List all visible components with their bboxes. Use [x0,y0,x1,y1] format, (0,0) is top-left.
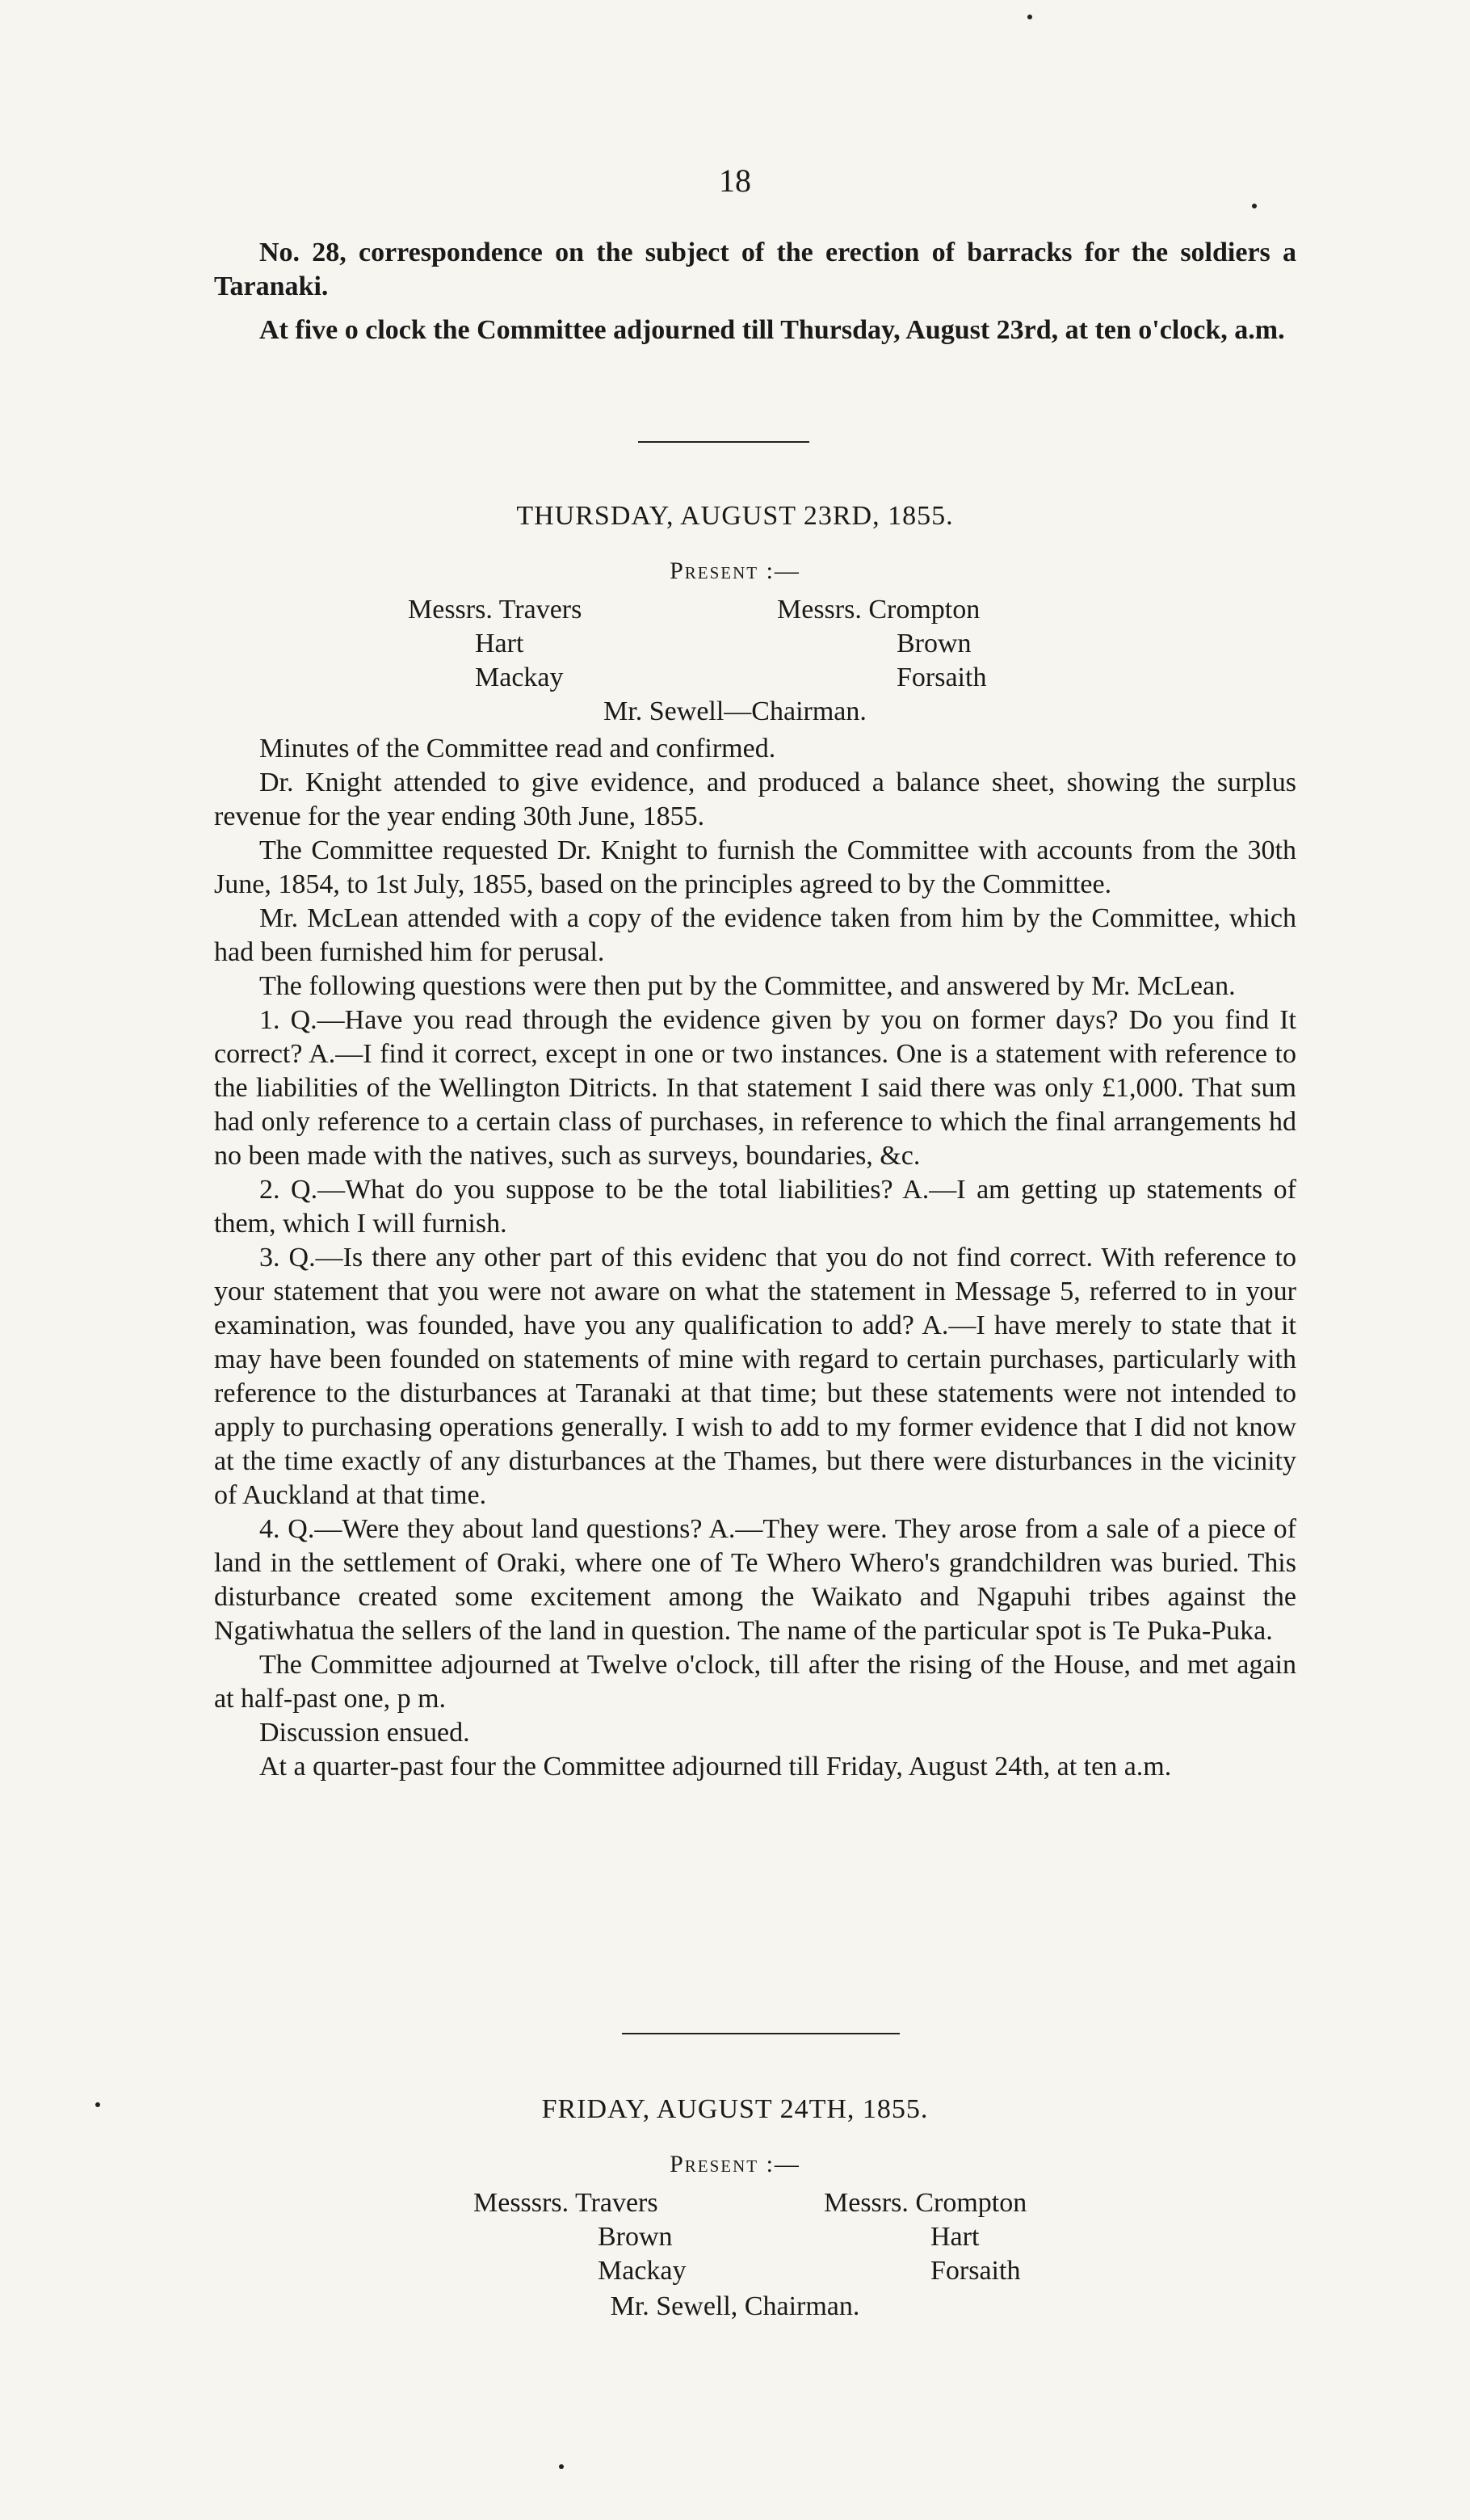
paragraph: Minutes of the Committee read and confirmed. [259,734,776,764]
member-name: Brown [598,2222,673,2252]
member-name: Forsaith [897,663,987,692]
member-name: Mackay [475,663,564,692]
paragraph: At a quarter-past four the Committee adjourned till Friday, August 24th, at ten a.m. [259,1752,1172,1782]
question-answer: 4. Q.—Were they about land questions? A.—They were. They arose from a sale of a piece of land in the settlement of Oraki, where one of Te Whero Whero's grandchildren was buried. This disturbance created some excitement among the Waikato and Ngapuhi tribes against the Ngatiwhatua the sellers of the land in question. The name of the particular spot is Te Puka-Puka. [214,1514,1296,1646]
member-name: Messrs. Travers [408,595,582,625]
friday-chairman: Mr. Sewell, Chairman. [610,2291,860,2321]
member-name: Mackay [598,2256,687,2286]
paragraph: The following questions were then put by the Committee, and answered by Mr. McLean. [259,971,1236,1001]
print-speck [1027,15,1032,19]
paragraph: The Committee adjourned at Twelve o'clock, till after the rising of the House, and met again at half-past one, p m. [214,1650,1296,1714]
paragraph: Dr. Knight attended to give evidence, and produced a balance sheet, showing the surplus revenue for the year ending 30th June, 1855. [214,768,1296,831]
print-speck [1252,204,1257,208]
question-answer: 3. Q.—Is there any other part of this evidenc that you do not find correct. With reference to your statement that you were not aware on what the statement in Message 5, referred to in your examination, was founded, have you any qualification to add? A.—I have merely to state that it may have been founded on statements of mine with regard to certain purchases, particularly with reference to the disturbances at Taranaki at that time; but these statements were not intended to apply to purchasing operations generally. I wish to add to my former evidence that I did not know at the time exactly of any disturbances at the Thames, but there were disturbances in the vicinity of Auckland at that time. [214,1243,1296,1510]
friday-heading: FRIDAY, AUGUST 24TH, 1855. [541,2094,929,2124]
member-name: Hart [475,629,524,658]
member-name: Brown [897,629,972,658]
opening-minutes [214,236,1296,347]
member-name: Messrs. Crompton [824,2188,1027,2218]
member-name: Hart [930,2222,980,2252]
question-answer: 1. Q.—Have you read through the evidence given by you on former days? Do you find It correct? A.—I find it correct, except in one or two instances. One is a statement with reference to the liabilities of the Wellington Ditricts. In that statement I said there was only £1,000. That sum had only reference to a certain class of purchases, in reference to which the final arrangements hd no been made with the natives, such as surveys, boundaries, &c. [214,1005,1296,1171]
member-name: Messsrs. Travers [473,2188,658,2218]
paragraph: The Committee requested Dr. Knight to furnish the Committee with accounts from the 30th June, 1854, to 1st July, 1855, based on the principles agreed to by the Committee. [214,835,1296,899]
thursday-chairman: Mr. Sewell—Chairman. [603,696,867,726]
print-speck [559,2464,564,2469]
section-divider [622,2033,900,2034]
print-speck [95,2102,100,2107]
paragraph: Discussion ensued. [259,1718,470,1748]
question-answer: 2. Q.—What do you suppose to be the total liabilities? A.—I am getting up statements of them, which I will furnish. [214,1175,1296,1239]
friday-present-label: Present :— [670,2151,800,2177]
member-name: Messrs. Crompton [777,595,981,625]
thursday-minutes [214,732,1296,1784]
paragraph: Mr. McLean attended with a copy of the evidence taken from him by the Committee, which had been furnished him for perusal. [214,903,1296,967]
paragraph: No. 28, correspondence on the subject of the erection of barracks for the soldiers a Taranaki. [214,238,1296,301]
paragraph: At five o clock the Committee adjourned till Thursday, August 23rd, at ten o'clock, a.m. [259,315,1285,345]
member-name: Forsaith [930,2256,1021,2286]
page-number: 18 [719,162,751,199]
thursday-heading: THURSDAY, AUGUST 23RD, 1855. [516,501,954,531]
section-divider [638,441,809,443]
thursday-present-label: Present :— [670,557,800,584]
